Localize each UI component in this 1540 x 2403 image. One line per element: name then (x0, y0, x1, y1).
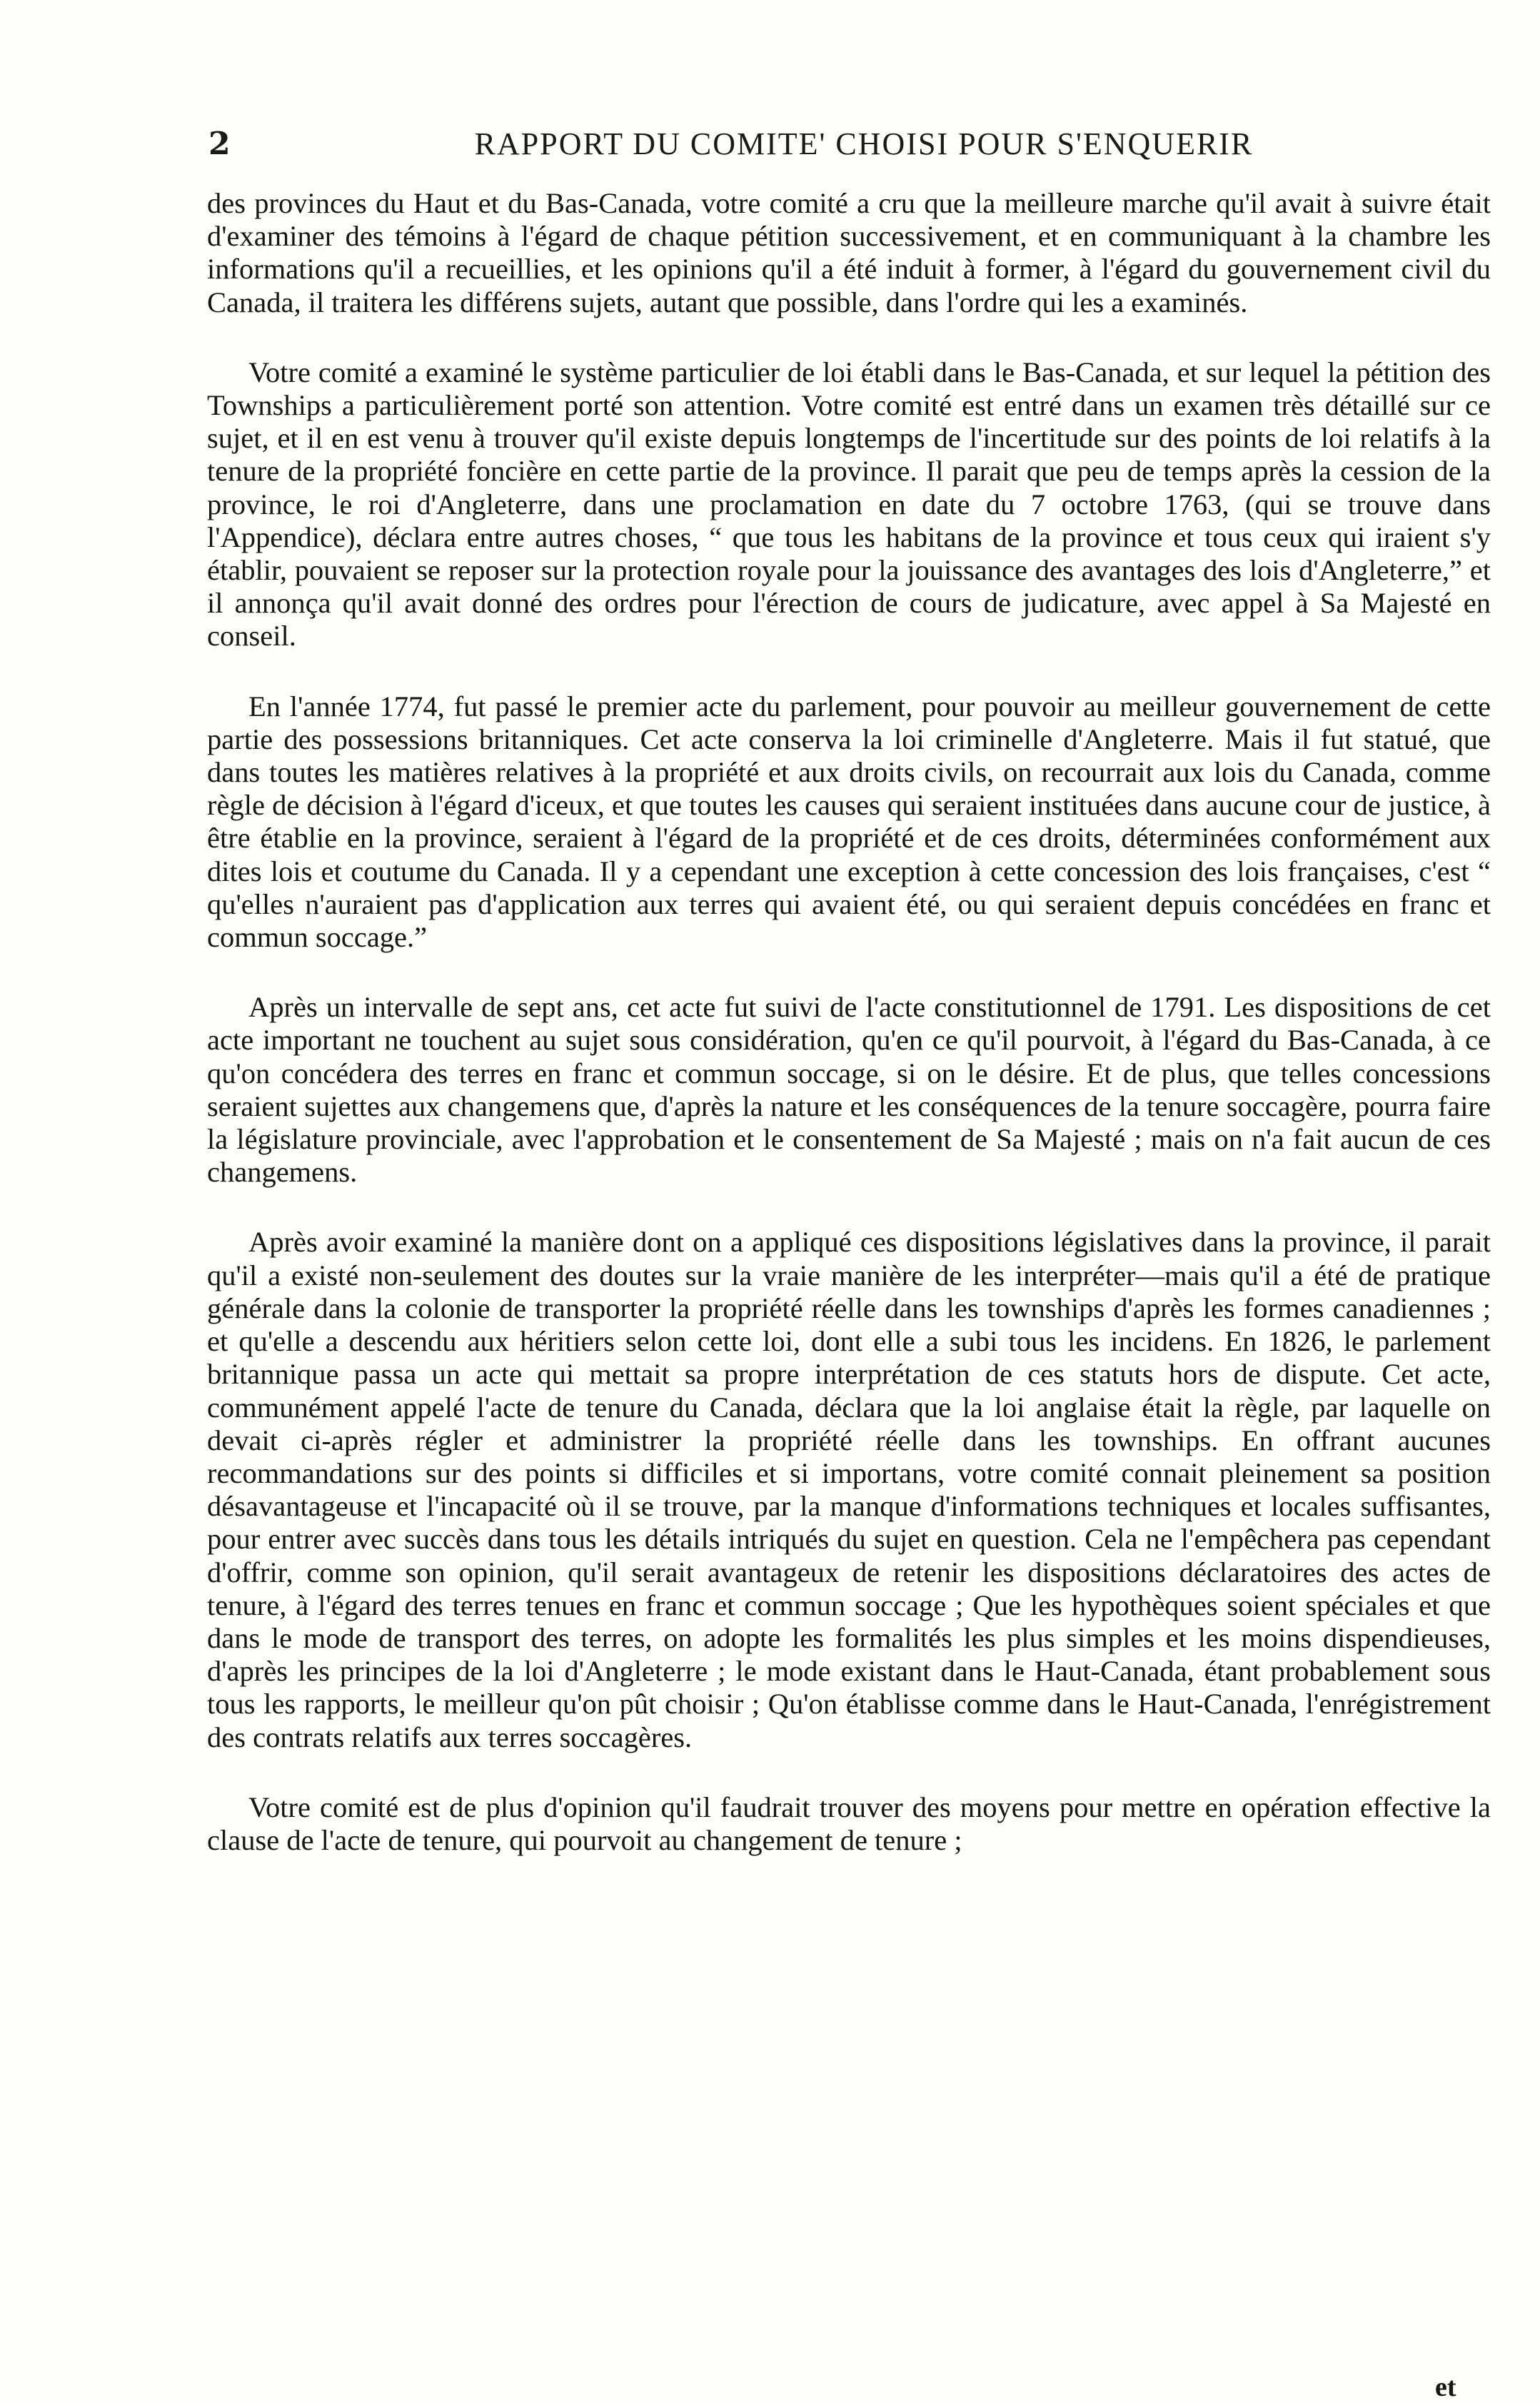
paragraph: des provinces du Haut et du Bas-Canada, votre comité a cru que la meilleure marche qu'il avait à suivre était d'examiner des témoins à l'égard de chaque pétition successivement, et en communiquant à la chambre les informations qu'il a recueillies, et les opinions qu'il a été induit à former, à l'égard du gouvernement civil du Canada, il traitera les différens sujets, autant que possible, dans l'ordre qui les a examinés. (207, 187, 1491, 318)
running-title: RAPPORT DU COMITE' CHOISI POUR S'ENQUERIR (474, 126, 1254, 161)
paragraph: En l'année 1774, fut passé le premier acte du parlement, pour pouvoir au meilleur gouvernement de cette partie des possessions britanniques. Cet acte conserva la loi criminelle d'Angleterre. Mais il fut statué, que dans toutes les matières relatives à la propriété et aux droits civils, on recourrait aux lois du Canada, comme règle de décision à l'égard d'iceux, et que toutes les causes qui seraient instituées dans aucune cour de justice, à être établie en la province, seraient à l'égard de la propriété et de ces droits, déterminées conformément aux dites lois et coutume du Canada. Il y a cependant une exception à cette concession des lois françaises, c'est “ qu'elles n'auraient pas d'application aux terres qui avaient été, ou qui seraient depuis concédées en franc et commun soccage.” (207, 690, 1491, 954)
catchword: et (1435, 2372, 1456, 2402)
paragraph: Votre comité est de plus d'opinion qu'il faudrait trouver des moyens pour mettre en opération effective la clause de l'acte de tenure, qui pourvoit au changement de tenure ; (207, 1790, 1491, 1856)
paragraph: Votre comité a examiné le système particulier de loi établi dans le Bas-Canada, et sur lequel la pétition des Townships a particulièrement porté son attention. Votre comité est entré dans un examen très détaillé sur ce sujet, et il en est venu à trouver qu'il existe depuis longtemps de l'incertitude sur des points de loi relatifs à la tenure de la propriété foncière en cette partie de la province. Il parait que peu de temps après la cession de la province, le roi d'Angleterre, dans une proclamation en date du 7 octobre 1763, (qui se trouve dans l'Appendice), déclara entre autres choses, “ que tous les habitans de la province et tous ceux qui iraient s'y établir, pouvaient se reposer sur la protection royale pour la jouissance des avantages des lois d'Angleterre,” et il annonça qu'il avait donné des ordres pour l'érection de cours de judicature, avec appel à Sa Majesté en conseil. (207, 356, 1491, 653)
paragraph: Après un intervalle de sept ans, cet acte fut suivi de l'acte constitutionnel de 1791. Les dispositions de cet acte important ne touchent au sujet sous considération, qu'en ce qu'il pourvoit, à l'égard du Bas-Canada, à ce qu'on concédera des terres en franc et commun soccage, si on le désire. Et de plus, que telles concessions seraient sujettes aux changemens que, d'après la nature et les conséquences de la tenure soccagère, pourra faire la législature provinciale, avec l'approbation et le consentement de Sa Majesté ; mais on n'a fait aucun de ces changemens. (207, 991, 1491, 1189)
page-number: 2 (208, 126, 231, 162)
body-text (207, 187, 1491, 1894)
paragraph: Après avoir examiné la manière dont on a appliqué ces dispositions législatives dans la province, il parait qu'il a existé non-seulement des doutes sur la vraie manière de les interpréter—mais qu'il a été de pratique générale dans la colonie de transporter la propriété réelle dans les townships d'après les formes canadiennes ; et qu'elle a descendu aux héritiers selon cette loi, dont elle a subi tous les incidens. En 1826, le parlement britannique passa un acte qui mettait sa propre interprétation de ces statuts hors de dispute. Cet acte, communément appelé l'acte de tenure du Canada, déclara que la loi anglaise était la règle, par laquelle on devait ci-après régler et administrer la propriété réelle dans les townships. En offrant aucunes recommandations sur des points si difficiles et si importans, votre comité connait pleinement sa position désavantageuse et l'incapacité où il se trouve, par la manque d'informations techniques et locales suffisantes, pour entrer avec succès dans tous les détails intriqués du sujet en question. Cela ne l'empêchera pas cependant d'offrir, comme son opinion, qu'il serait avantageux de retenir les dispositions déclaratoires des actes de tenure, à l'égard des terres tenues en franc et commun soccage ; Que les hypothèques soient spéciales et que dans le mode de transport des terres, on adopte les formalités les plus simples et les moins dispendieuses, d'après les principes de la loi d'Angleterre ; le mode existant dans le Haut-Canada, étant probablement sous tous les rapports, le meilleur qu'on pût choisir ; Qu'on établisse comme dans le Haut-Canada, l'enrégistrement des contrats relatifs aux terres soccagères. (207, 1226, 1491, 1753)
